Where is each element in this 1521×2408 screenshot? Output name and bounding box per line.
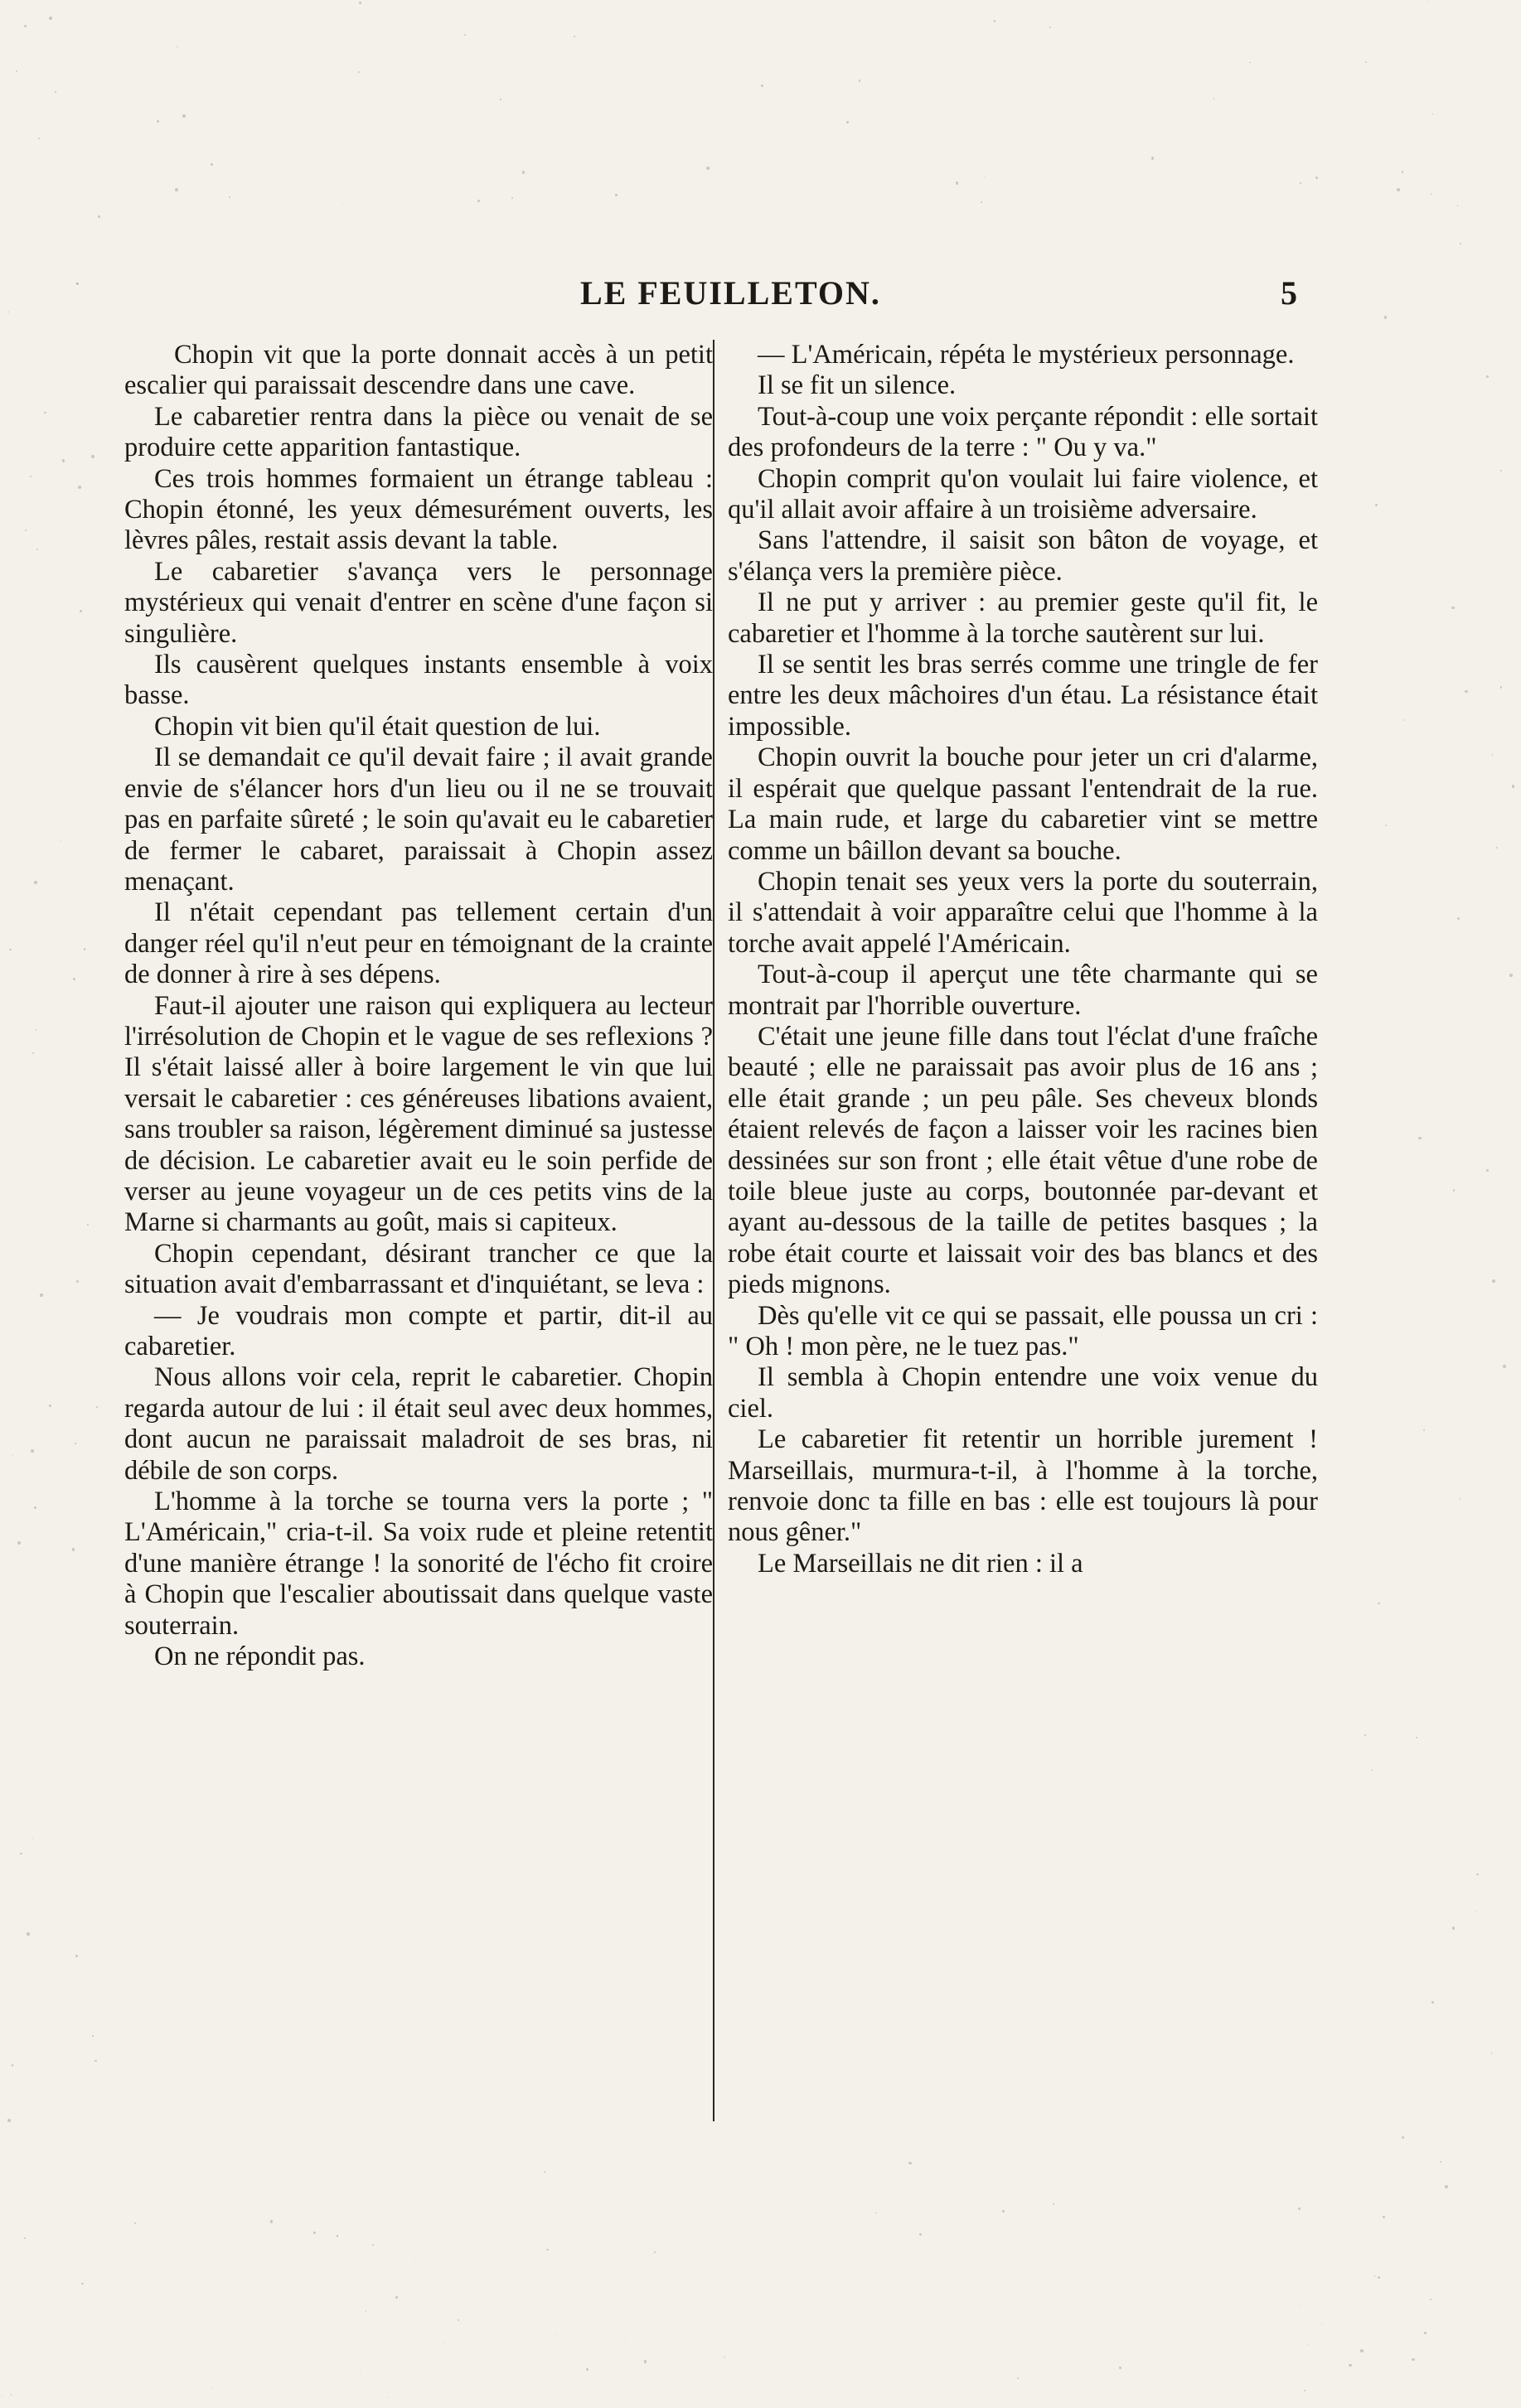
paragraph: Il se demandait ce qu'il devait faire ; il avait grande envie de s'élancer hors d'un lieu ou il ne se trouvait pas en parfaite sûreté ; le soin qu'avait eu le cabaretier de fermer le cabaret, paraissait à Chopin assez menaçant. xyxy=(124,742,713,897)
scan-speck xyxy=(75,1443,76,1444)
page-number: 5 xyxy=(1281,274,1297,312)
scan-speck xyxy=(1503,1365,1506,1368)
paragraph: Le cabaretier fit retentir un horrible jurement ! Marseillais, murmura-t-il, à l'homme à la torche, renvoie donc ta fille en bas : elle est toujours là pour nous gêner." xyxy=(728,1424,1318,1548)
scan-speck xyxy=(1476,1874,1478,1875)
scan-speck xyxy=(27,1932,29,1935)
scan-speck xyxy=(981,201,982,203)
scan-speck xyxy=(157,120,159,123)
scan-speck xyxy=(546,2249,548,2251)
scan-speck xyxy=(1451,607,1455,610)
scan-speck xyxy=(522,171,526,174)
scan-speck xyxy=(49,17,52,20)
scan-speck xyxy=(1440,2161,1442,2164)
scan-speck xyxy=(654,2251,656,2253)
scan-speck xyxy=(358,71,360,73)
scan-speck xyxy=(359,2,361,4)
paragraph: Chopin tenait ses yeux vers la porte du souterrain, il s'attendait à voir apparaître celui que l'homme à la torche avait appelé l'Américain. xyxy=(728,866,1318,959)
scan-speck xyxy=(1412,2358,1415,2362)
scan-speck xyxy=(91,455,94,458)
paragraph: Le cabaretier s'avança vers le personnage mystérieux qui venait d'entrer en scène d'une façon si singulière. xyxy=(124,556,713,649)
scan-speck xyxy=(706,167,710,170)
paragraph: Chopin vit bien qu'il était question de lui. xyxy=(154,711,601,742)
scan-speck xyxy=(182,114,186,118)
right-column xyxy=(728,340,1318,1579)
paragraph: Il n'était cependant pas tellement certain d'un danger réel qu'il n'eut peur en témoignant de la crainte de donner à rire à ses dépens. xyxy=(124,897,713,990)
scan-speck xyxy=(1321,2323,1322,2324)
scan-speck xyxy=(1512,785,1515,788)
scan-speck xyxy=(1298,2207,1301,2211)
scan-speck xyxy=(1378,2276,1380,2279)
scan-speck xyxy=(1300,182,1301,184)
scan-speck xyxy=(270,2220,273,2222)
paragraph: Chopin vit que la porte donnait accès à un petit escalier qui paraissait descendre dans une cave. xyxy=(124,340,713,401)
scan-speck xyxy=(908,2162,912,2165)
paragraph: On ne répondit pas. xyxy=(154,1642,366,1672)
scan-speck xyxy=(956,181,959,185)
scan-speck xyxy=(73,978,75,980)
scan-speck xyxy=(1416,1737,1417,1738)
scan-speck xyxy=(1496,847,1498,849)
scan-speck xyxy=(388,2397,389,2398)
scan-speck xyxy=(1465,690,1467,693)
scan-speck xyxy=(1457,917,1460,920)
paragraph: L'homme à la torche se tourna vers la porte ; " L'Américain," cria-t-il. Sa voix rude et pleine retentit d'une manière étrange ! la sonorité de l'écho fit croire à Chopin que l'escalier aboutissait dans quelque vaste souterrain. xyxy=(124,1487,713,1641)
scan-speck xyxy=(1431,2001,1435,2004)
scan-speck xyxy=(24,2237,26,2239)
scan-speck xyxy=(360,2371,361,2372)
paragraph: Il sembla à Chopin entendre une voix venue du ciel. xyxy=(728,1362,1318,1424)
scan-speck xyxy=(511,197,513,199)
scan-speck xyxy=(1397,188,1400,191)
scan-speck xyxy=(98,215,100,218)
scan-speck xyxy=(38,138,40,139)
scan-speck xyxy=(30,476,31,477)
scan-speck xyxy=(76,1280,79,1283)
scan-speck xyxy=(1002,2210,1005,2212)
scan-speck xyxy=(1445,2185,1448,2188)
scan-speck xyxy=(464,34,466,36)
scan-speck xyxy=(372,2244,374,2246)
left-column xyxy=(124,340,713,1672)
scan-speck xyxy=(36,549,38,550)
scan-speck xyxy=(92,2035,94,2037)
scan-speck xyxy=(919,2233,922,2236)
scan-speck xyxy=(337,2235,339,2237)
scan-speck xyxy=(985,176,986,177)
scan-speck xyxy=(75,1955,78,1957)
scan-speck xyxy=(1500,686,1502,688)
scan-speck xyxy=(644,2360,647,2362)
scan-speck xyxy=(1453,1189,1455,1191)
scan-speck xyxy=(366,2310,367,2312)
scan-speck xyxy=(1049,27,1051,28)
scan-speck xyxy=(84,948,86,950)
scan-speck xyxy=(395,2296,398,2299)
scan-speck xyxy=(1249,62,1251,64)
column-divider xyxy=(713,340,714,2121)
scan-speck xyxy=(40,1293,43,1297)
paragraph: Dès qu'elle vit ce qui se passait, elle poussa un cri : " Oh ! mon père, ne le tuez pas." xyxy=(728,1300,1318,1361)
paragraph: Tout-à-coup une voix perçante répondit : elle sortait des profondeurs de la terre : " Ou y va." xyxy=(728,401,1318,463)
scan-speck xyxy=(1315,176,1318,179)
scan-speck xyxy=(78,486,81,489)
scan-speck xyxy=(211,163,213,166)
scan-speck xyxy=(25,529,27,531)
scan-speck xyxy=(1500,470,1502,471)
scan-speck xyxy=(1374,2275,1375,2276)
scan-speck xyxy=(16,70,17,72)
scan-speck xyxy=(994,20,996,22)
scan-speck xyxy=(62,459,65,462)
paragraph: Il ne put y arriver : au premier geste qu'il fit, le cabaretier et l'homme à la torche sautèrent sur lui. xyxy=(728,587,1318,649)
paragraph: — Je voudrais mon compte et partir, dit-il au cabaretier. xyxy=(124,1300,713,1361)
scan-speck xyxy=(96,1406,98,1408)
scan-speck xyxy=(81,2283,84,2285)
scan-speck xyxy=(34,1506,37,1510)
scan-speck xyxy=(72,1548,75,1551)
scan-speck xyxy=(875,2212,877,2214)
scan-speck xyxy=(761,85,763,87)
scan-speck xyxy=(477,200,480,202)
paragraph: Il se fit un silence. xyxy=(758,370,957,401)
scan-speck xyxy=(36,1029,37,1031)
scan-speck xyxy=(1119,2367,1121,2369)
scan-speck xyxy=(11,2394,12,2396)
scan-speck xyxy=(1509,974,1513,977)
paragraph: Chopin cependant, désirant trancher ce que la situation avait d'embarrassant et d'inquiétant, se leva : xyxy=(124,1238,713,1300)
page-header-title: LE FEUILLETON. xyxy=(580,274,881,312)
scan-speck xyxy=(175,188,178,191)
scan-speck xyxy=(1430,2299,1431,2300)
paragraph: Faut-il ajouter une raison qui expliquera au lecteur l'irrésolution de Chopin et le vague de ses reflexions ? Il s'était laissé aller à boire largement le vin que lui versait le cabaretier : ces généreuses libations avaient, sans troubler sa raison, légèrement diminué sa justesse de décision. Le cabaretier avait eu le soin perfide de verser au jeune voyageur un de ces petits vins de la Marne si charmants au goût, mais si capiteux. xyxy=(124,990,713,1238)
scan-speck xyxy=(55,91,56,93)
paragraph: Le cabaretier rentra dans la pièce ou venait de se produire cette apparition fantastique. xyxy=(124,401,713,463)
scan-speck xyxy=(1384,316,1387,318)
scan-speck xyxy=(586,2368,589,2371)
paragraph: Nous allons voir cela, reprit le cabaretier. Chopin regarda autour de lui : il était seul avec deux hommes, dont aucun ne paraissait maladroit de ses bras, ni débile de son corps. xyxy=(124,1362,713,1486)
scan-speck xyxy=(1151,157,1154,159)
scan-speck xyxy=(1492,754,1494,756)
scan-speck xyxy=(574,36,575,37)
scan-speck xyxy=(44,412,46,413)
scan-speck xyxy=(1360,2349,1364,2352)
scan-speck xyxy=(1301,2305,1302,2307)
paragraph: Chopin comprit qu'on voulait lui faire violence, et qu'il allait avoir affaire à un troisième adversaire. xyxy=(728,463,1318,525)
scan-speck xyxy=(1402,2136,1404,2139)
scan-speck xyxy=(1486,375,1489,378)
scan-speck xyxy=(500,99,501,100)
scan-speck xyxy=(1385,824,1387,826)
scan-speck xyxy=(1457,205,1458,206)
scan-speck xyxy=(341,203,342,204)
scan-speck xyxy=(1428,1,1429,2)
scan-speck xyxy=(32,1838,33,1839)
scan-speck xyxy=(1431,114,1433,115)
scan-speck xyxy=(229,196,230,198)
scan-speck xyxy=(859,80,861,82)
scan-speck xyxy=(20,1853,22,1854)
paragraph: Chopin ouvrit la bouche pour jeter un cri d'alarme, il espérait que quelque passant l'entendrait de la rue. La main rude, et large du cabaretier vint se mettre comme un bâillon devant sa bouche. xyxy=(728,742,1318,866)
paragraph: Il se sentit les bras serrés comme une tringle de fer entre les deux mâchoires d'un étau. La résistance était impossible. xyxy=(728,650,1318,742)
scan-speck xyxy=(49,1405,51,1407)
scan-speck xyxy=(846,121,849,123)
scan-speck xyxy=(1053,2203,1054,2205)
scan-speck xyxy=(134,2222,136,2224)
scan-speck xyxy=(1492,1279,1495,1283)
scan-speck xyxy=(1476,1911,1478,1912)
scan-speck xyxy=(1418,1137,1421,1139)
scan-speck xyxy=(1375,504,1378,506)
paragraph: Ils causèrent quelques instants ensemble à voix basse. xyxy=(124,650,713,711)
scan-speck xyxy=(1424,2332,1426,2333)
scan-speck xyxy=(615,194,617,196)
scan-speck xyxy=(34,881,36,883)
scan-speck xyxy=(1372,1769,1373,1770)
scan-speck xyxy=(1404,719,1406,721)
scan-speck xyxy=(7,2119,11,2122)
scan-speck xyxy=(1402,171,1403,172)
scan-speck xyxy=(1378,1603,1380,1605)
scan-speck xyxy=(17,1541,21,1545)
scan-speck xyxy=(80,610,82,612)
scan-speck xyxy=(31,1449,34,1453)
scan-speck xyxy=(1452,1927,1455,1929)
paragraph: Sans l'attendre, il saisit son bâton de voyage, et s'élança vers la première pièce. xyxy=(728,525,1318,587)
scan-speck xyxy=(12,2064,14,2067)
scan-speck xyxy=(1365,61,1367,63)
paragraph: Le Marseillais ne dit rien : il a xyxy=(758,1548,1083,1579)
scan-speck xyxy=(1213,98,1215,99)
scan-speck xyxy=(1364,1734,1366,1736)
scan-speck xyxy=(211,2388,213,2390)
scan-speck xyxy=(1017,2377,1019,2379)
scan-speck xyxy=(24,25,27,27)
paragraph: Tout-à-coup il aperçut une tête charmante qui se montrait par l'horrible ouverture. xyxy=(728,960,1318,1021)
scan-speck xyxy=(12,1455,13,1456)
scan-speck xyxy=(87,1224,89,1226)
scan-speck xyxy=(1304,2390,1305,2391)
scan-speck xyxy=(94,2060,96,2062)
scan-speck xyxy=(544,2171,545,2173)
paragraph: Ces trois hommes formaient un étrange tableau : Chopin étonné, les yeux démesurément ouverts, les lèvres pâles, restait assis devant la table. xyxy=(124,463,713,556)
scan-speck xyxy=(1383,2216,1385,2218)
scan-speck xyxy=(313,2232,316,2234)
paragraph: — L'Américain, répéta le mystérieux personnage. xyxy=(758,340,1295,370)
scan-speck xyxy=(1307,2344,1308,2345)
scan-speck xyxy=(1486,1169,1489,1172)
scan-speck xyxy=(458,2319,459,2321)
scan-speck xyxy=(1460,243,1461,244)
paragraph: C'était une jeune fille dans tout l'éclat d'une fraîche beauté ; elle ne paraissait pas avoir plus de 16 ans ; elle était grande ; un peu pâle. Ses cheveux blonds étaient relevés de façon a laisser voir les racines bien dessinées sur son front ; elle était vêtue d'une robe de toile bleue juste au corps, boutonnée par-devant et ayant au-dessous de la taille de petites basques ; la robe était courte et laissait voir des bas blancs et des pieds mignons. xyxy=(728,1021,1318,1300)
scan-speck xyxy=(1423,1429,1425,1431)
scan-speck xyxy=(444,2343,445,2344)
scan-speck xyxy=(9,949,11,950)
scan-speck xyxy=(626,2342,627,2343)
scan-speck xyxy=(32,1052,34,1054)
scan-speck xyxy=(1349,2364,1352,2367)
